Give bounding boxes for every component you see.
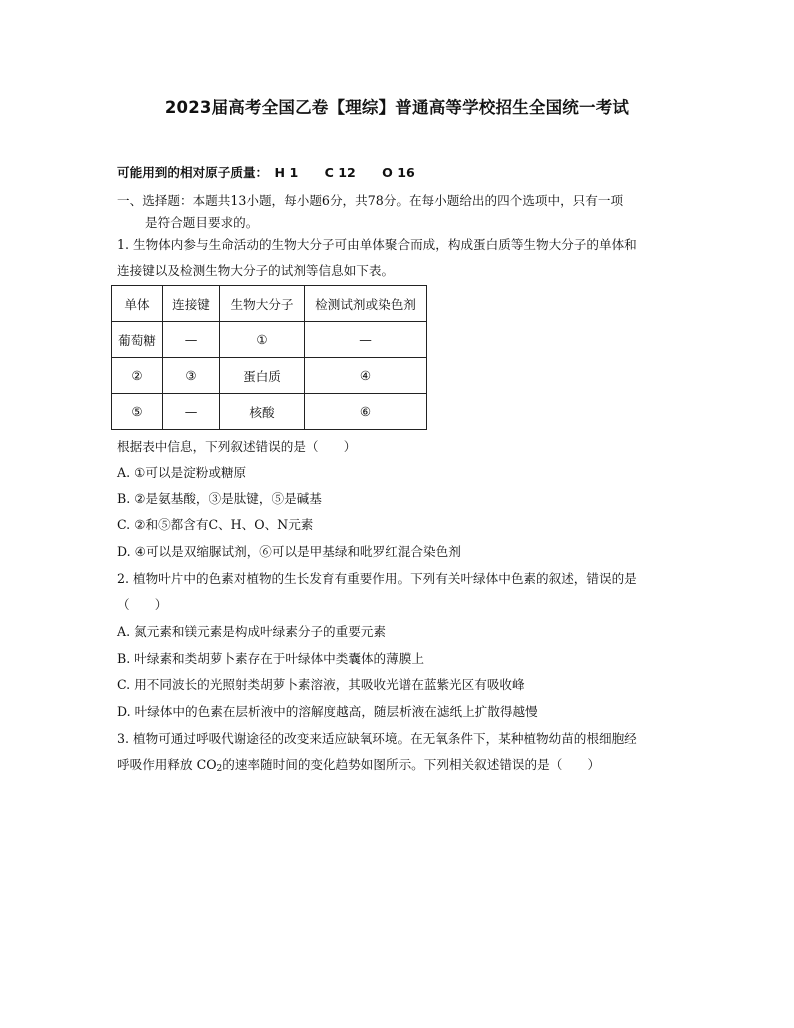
section-heading-line2: 是符合题目要求的。	[145, 215, 259, 230]
table-cell: —	[163, 322, 220, 358]
co2-subscript: 2	[216, 764, 223, 774]
table-cell: 核酸	[220, 394, 305, 430]
q3-stem-text-pre: 呼吸作用释放 CO	[117, 757, 217, 772]
q3-stem-text-post: 的速率随时间的变化趋势如图所示。下列相关叙述错误的是（ ）	[222, 757, 601, 772]
q2-stem-line1: 2. 植物叶片中的色素对植物的生长发育有重要作用。下列有关叶绿体中色素的叙述，错误的是	[117, 571, 637, 586]
table-cell: ①	[220, 322, 305, 358]
q3-stem-line2	[117, 754, 600, 774]
table-header-cell: 检测试剂或染色剂	[305, 286, 427, 322]
info-table	[111, 285, 427, 430]
table-cell: ②	[112, 358, 163, 394]
table-row	[112, 322, 427, 358]
table-header-cell: 连接键	[163, 286, 220, 322]
q2-option-c: C. 用不同波长的光照射类胡萝卜素溶液，其吸收光谱在蓝紫光区有吸收峰	[117, 677, 525, 692]
q2-option-d: D. 叶绿体中的色素在层析液中的溶解度越高，随层析液在滤纸上扩散得越慢	[117, 704, 538, 719]
q1-option-a: A. ①可以是淀粉或糖原	[117, 465, 247, 480]
table-row	[112, 394, 427, 430]
section-heading-line1: 一、选择题：本题共13小题，每小题6分，共78分。在每小题给出的四个选项中，只有一项	[117, 193, 624, 208]
table-cell: 葡萄糖	[112, 322, 163, 358]
table-header-row	[112, 286, 427, 322]
atomic-mass-label: 可能用到的相对原子质量：	[117, 165, 269, 180]
q2-option-a: A. 氮元素和镁元素是构成叶绿素分子的重要元素	[117, 624, 386, 639]
q1-stem-line2: 连接键以及检测生物大分子的试剂等信息如下表。	[117, 263, 395, 278]
q2-option-b: B. 叶绿素和类胡萝卜素存在于叶绿体中类囊体的薄膜上	[117, 651, 424, 666]
table-cell: 蛋白质	[220, 358, 305, 394]
table-cell: —	[163, 394, 220, 430]
atomic-mass-o: O 16	[382, 165, 415, 180]
q1-option-c: C. ②和⑤都含有C、H、O、N元素	[117, 517, 314, 532]
table-cell: ③	[163, 358, 220, 394]
q1-option-b: B. ②是氨基酸，③是肽键，⑤是碱基	[117, 491, 322, 506]
table-cell: ⑥	[305, 394, 427, 430]
q1-question: 根据表中信息，下列叙述错误的是（ ）	[117, 439, 357, 454]
table-cell: ④	[305, 358, 427, 394]
q3-stem-line1: 3. 植物可通过呼吸代谢途径的改变来适应缺氧环境。在无氧条件下，某种植物幼苗的根细胞经	[117, 731, 637, 746]
table-row	[112, 358, 427, 394]
table-cell: ⑤	[112, 394, 163, 430]
page-title: 2023届高考全国乙卷【理综】普通高等学校招生全国统一考试	[164, 98, 630, 117]
q2-stem-line2: （ ）	[117, 597, 168, 612]
atomic-mass-line	[117, 162, 415, 181]
table-header-cell: 生物大分子	[220, 286, 305, 322]
q1-option-d: D. ④可以是双缩脲试剂，⑥可以是甲基绿和吡罗红混合染色剂	[117, 544, 461, 559]
atomic-mass-c: C 12	[324, 165, 356, 180]
table-cell: —	[305, 322, 427, 358]
q1-stem-line1: 1. 生物体内参与生命活动的生物大分子可由单体聚合而成，构成蛋白质等生物大分子的单体和	[117, 237, 637, 252]
table-header-cell: 单体	[112, 286, 163, 322]
atomic-mass-h: H 1	[274, 165, 299, 180]
